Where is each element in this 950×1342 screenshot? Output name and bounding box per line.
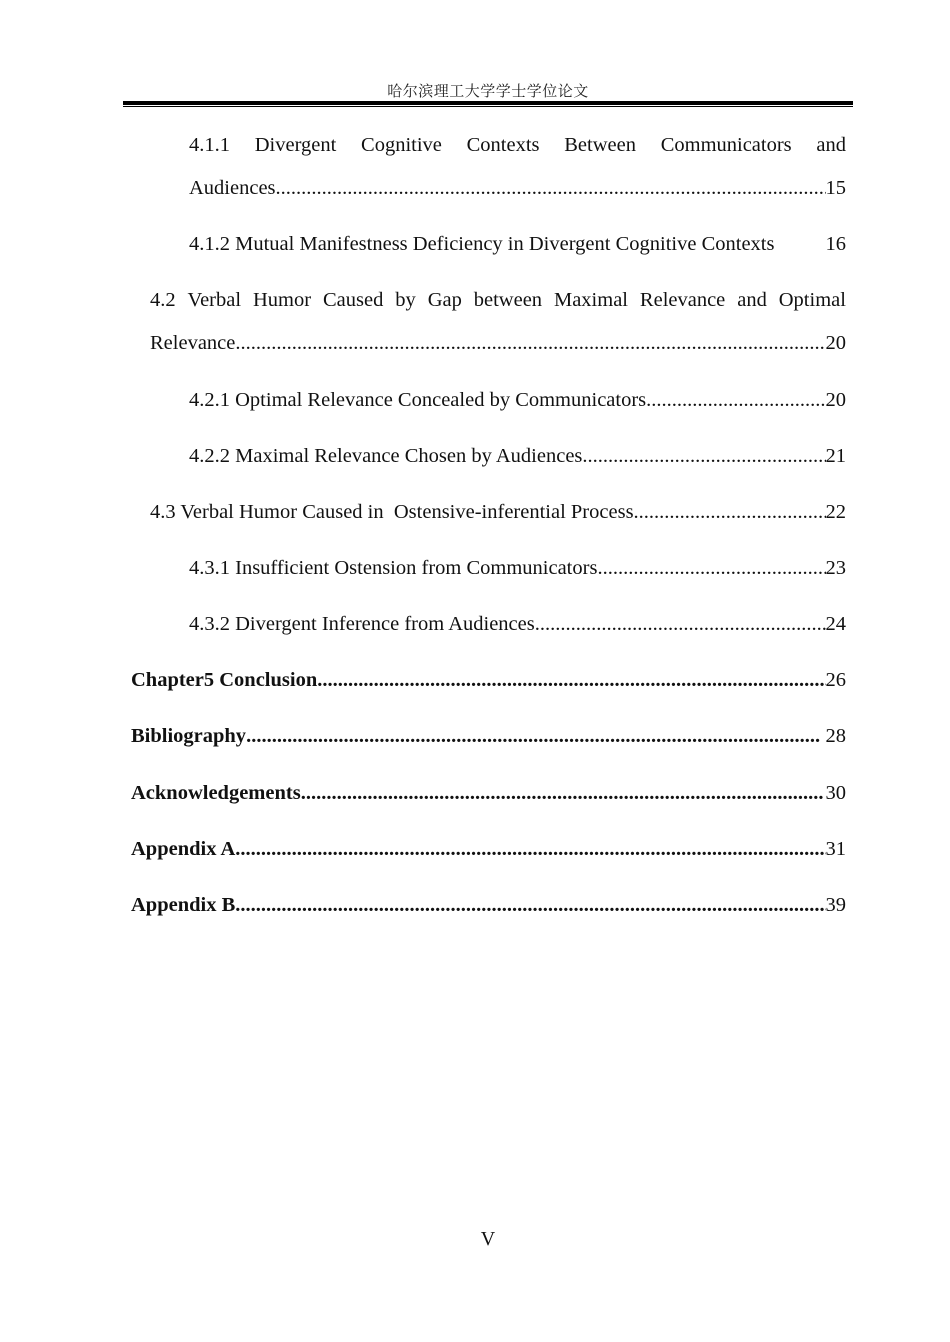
running-header: 哈尔滨理工大学学士学位论文 — [387, 82, 589, 100]
page-number: V — [480, 1228, 496, 1250]
toc-entry-text: Audiences — [189, 177, 276, 199]
toc-entry-line — [131, 828, 846, 871]
toc-entry-4-3-1[interactable] — [189, 547, 846, 590]
toc-entry-acknowledgements[interactable] — [131, 772, 846, 815]
toc-word: Verbal — [187, 289, 242, 311]
toc-entry-text: Acknowledgements — [131, 782, 301, 804]
toc-entry-text: 4.2.1 Optimal Relevance Concealed by Communicators — [189, 389, 647, 411]
toc-entry-line — [131, 715, 846, 758]
toc-entry-line — [189, 379, 846, 422]
toc-word: Communicators — [660, 134, 792, 156]
toc-entry-4-1-1[interactable] — [189, 124, 846, 210]
toc-page-number: 20 — [825, 389, 846, 411]
toc-entry-appendix-b[interactable] — [131, 884, 846, 927]
toc-entry-line — [189, 603, 846, 646]
toc-leader — [597, 547, 825, 590]
header-rule-thick — [123, 101, 853, 105]
toc-page-number: 21 — [825, 445, 846, 467]
toc-word: and — [816, 134, 846, 156]
toc-word: Humor — [252, 289, 312, 311]
toc-word: Maximal — [553, 289, 628, 311]
toc-entry-text: 4.3.1 Insufficient Ostension from Communicators — [189, 557, 598, 579]
toc-entry-chapter5[interactable] — [131, 659, 846, 702]
toc-entry-text: 4.3.2 Divergent Inference from Audiences — [189, 613, 535, 635]
toc-page-number: 16 — [825, 233, 846, 255]
toc-entry-line2 — [150, 322, 846, 365]
toc-word: Relevance — [639, 289, 726, 311]
toc-word: by — [395, 289, 416, 311]
toc-word: Divergent — [254, 134, 337, 156]
toc-leader — [246, 715, 820, 758]
toc-entry-text: 4.2.2 Maximal Relevance Chosen by Audiences — [189, 445, 583, 467]
toc-page-number: 15 — [825, 177, 846, 199]
toc-entry-text: Chapter5 Conclusion — [131, 669, 318, 691]
toc-entry-line — [189, 435, 846, 478]
toc-page-number: 20 — [825, 332, 846, 354]
toc-entry-4-3[interactable] — [150, 491, 846, 534]
toc-entry-text: Appendix A — [131, 838, 236, 860]
toc-leader — [235, 828, 825, 871]
toc-entry-appendix-a[interactable] — [131, 828, 846, 871]
toc-entry-4-1-2[interactable] — [189, 223, 846, 266]
toc-entry-line — [131, 772, 846, 815]
toc-word: Gap — [427, 289, 462, 311]
toc-word: Caused — [322, 289, 384, 311]
toc-word: Cognitive — [361, 134, 442, 156]
toc-entry-4-2-1[interactable] — [189, 379, 846, 422]
toc-word: between — [473, 289, 543, 311]
toc-page-number: 31 — [825, 838, 846, 860]
toc-word: Optimal — [778, 289, 846, 311]
toc-entry-line — [131, 884, 846, 927]
toc-leader — [235, 322, 825, 365]
toc-entry-line1 — [189, 124, 846, 167]
toc-entry-4-2-2[interactable] — [189, 435, 846, 478]
toc-leader — [301, 772, 823, 815]
toc-leader — [646, 379, 825, 422]
toc-entry-text: Relevance — [150, 332, 236, 354]
toc-page-number: 24 — [825, 613, 846, 635]
toc-entry-text: 4.1.2 Mutual Manifestness Deficiency in Divergent Cognitive Contexts — [189, 233, 775, 255]
toc-word: and — [737, 289, 767, 311]
toc-page-number: 39 — [825, 894, 846, 916]
toc-page-number: 26 — [825, 669, 846, 691]
toc-entry-line — [189, 223, 846, 266]
toc-entry-4-3-2[interactable] — [189, 603, 846, 646]
toc-word: Contexts — [466, 134, 540, 156]
header-rule-thin — [123, 106, 853, 107]
toc-page-number: 22 — [825, 501, 846, 523]
toc-entry-4-2[interactable] — [150, 279, 846, 365]
toc-entry-line — [189, 547, 846, 590]
toc-leader — [276, 167, 826, 210]
toc-leader — [535, 603, 826, 646]
toc-leader — [235, 884, 825, 927]
toc-word: Between — [564, 134, 636, 156]
toc-leader — [582, 435, 825, 478]
toc-entry-line2 — [189, 167, 846, 210]
toc-page-number: 30 — [825, 782, 846, 804]
toc-entry-bibliography[interactable] — [131, 715, 846, 758]
toc-leader — [317, 659, 825, 702]
toc-entry-text: Bibliography — [131, 725, 247, 747]
toc-leader — [634, 491, 826, 534]
toc-entry-line — [131, 659, 846, 702]
toc-word: 4.2 — [150, 289, 176, 311]
toc-word: 4.1.1 — [189, 134, 230, 156]
toc-entry-text: Appendix B — [131, 894, 236, 916]
toc-page-number: 28 — [825, 725, 846, 747]
toc-entry-line — [150, 491, 846, 534]
toc-entry-line1 — [150, 279, 846, 322]
toc-page-number: 23 — [825, 557, 846, 579]
toc-entry-text: 4.3 Verbal Humor Caused in Ostensive-inferential Process — [150, 501, 634, 523]
